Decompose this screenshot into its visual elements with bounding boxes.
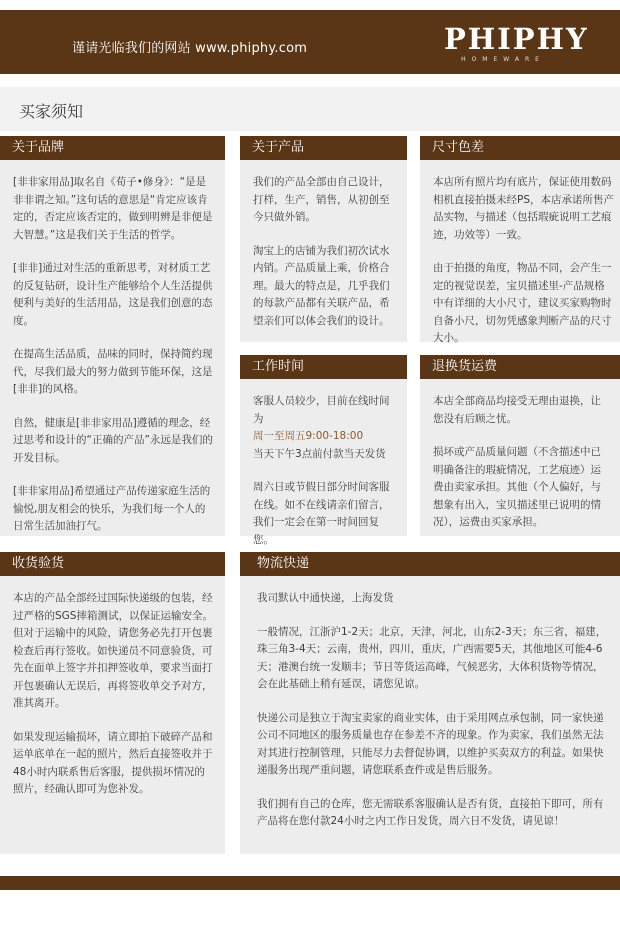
paragraph: 如果发现运输损坏，请立即拍下破碎产品和运单底单在一起的照片，然后直接签收并于48小时内联系售后客服，提供损坏情况的照片，经确认即可为您补发。 [13,730,213,795]
logo-wordmark: PHIPHY [444,22,589,56]
section-title: 物流快递 [240,552,620,576]
paragraph: 我们的产品全部由自己设计，打样，生产，销售，从初创至今只做外销。 [253,176,390,223]
logo-subtitle: HOMEWARE [461,56,545,63]
product-section [240,136,407,342]
hours-line: 当天下午3点前付款当天发货 [253,447,386,460]
hours-range: 周一至周五9:00-18:00 [253,430,364,442]
brand-section [0,136,225,536]
returns-section [420,355,620,536]
paragraph: 快递公司是独立于淘宝卖家的商业实体，由于采用网点承包制，同一家快递公司不同地区的服务质量也存在参差不齐的现象。作为卖家，我们虽然无法对其进行控制管理，只能尽力去督促协调，以维护买卖双方的利益。如果快递服务出现严重问题，请您联系查件或是售后服务。 [257,711,604,776]
paragraph: 由于拍摄的角度，物品不同，会产生一定的视觉误差，宝贝描述里-产品规格中有详细的大小尺寸，建议买家购物时自备小尺，切勿凭感象判断产品的尺寸大小。 [433,262,612,344]
section-title: 关于产品 [240,136,407,160]
paragraph: 我们拥有自己的仓库，您无需联系客服确认是否有货，直接拍下即可，所有产品将在您付款24小时之内工作日发货，周六日不发货，请见谅！ [257,797,604,827]
paragraph: 在提高生活品质，品味的同时，保持简约现代，尽我们最大的努力做到节能环保，这是[非非]的风格。 [13,348,213,395]
footer-bar [0,876,620,890]
paragraph: 本店全部商品均接受无理由退换，让您没有后顾之忧。 [433,395,601,425]
paragraph: 本店的产品全部经过国际快递级的包装，经过严格的SGS摔箱测试，以保证运输安全。但对于运输中的风险，请您务必先打开包裹检查后再行签收。如快递员不同意验货，可先在面单上签字并扣押签收单，要求当面打开包裹确认无误后，再将签收单交予对方，准其离开。 [13,592,213,709]
paragraph: 我司默认中通快递，上海发货 [257,592,394,604]
receiving-section [0,552,225,854]
shipping-section [240,552,620,854]
hours-section [240,355,407,546]
section-title: 尺寸色差 [420,136,620,160]
paragraph: [非非家用品]取名自《荀子•修身》：“是是非非谓之知。”这句话的意思是“肯定应该肯定的，否定应该否定的，做到明辨是非便是大智慧。”这是我们关于生活的哲学。 [13,176,213,241]
section-title: 工作时间 [240,355,407,379]
page-title: 买家须知 [19,102,84,121]
paragraph: 周六日或节假日部分时间客服在线。如不在线请亲们留言，我们一定会在第一时间回复您。 [253,481,390,546]
header-bar [0,10,620,74]
section-title: 退换货运费 [420,355,620,379]
paragraph: 淘宝上的店铺为我们初次试水内销。产品质量上乘，价格合理。最大的特点是，几乎我们的每款产品都有关联产品，希望亲们可以体会我们的设计。 [253,244,390,327]
section-title: 收货验货 [0,552,225,576]
site-slogan: 谨请光临我们的网站 www.phiphy.com [72,41,308,56]
brand-logo[interactable] [444,22,589,64]
size-color-section [420,136,620,342]
paragraph: 一般情况，江浙沪1-2天；北京，天津，河北，山东2-3天；东三省，福建，珠三角3-4天；云南，贵州，四川，重庆，广西需要5天，其他地区可能4-6天；港澳台统一发顺丰；节日等货运高峰，气候恶劣，大体积货物等情况，会在此基础上稍有延误，请您见谅。 [257,625,607,690]
paragraph: [非非]通过对生活的重新思考，对材质工艺的反复钻研，设计生产能够给个人生活提供便利与美好的生活用品，这是我们创意的态度。 [13,262,213,327]
hours-line: 客服人员较少，目前在线时间为 [253,395,390,425]
paragraph: 自然，健康是[非非家用品]遵循的理念，经过思考和设计的“正确的产品”永远是我们的开发目标。 [13,416,213,464]
paragraph: 损坏或产品质量问题（不含描述中已明确备注的瑕疵情况，工艺痕迹）运费由卖家承担。其他（个人偏好，与想象有出入，宝贝描述里已说明的情况），运费由买家承担。 [433,446,601,528]
page-title-bar [0,87,620,131]
section-title: 关于品牌 [0,136,225,160]
paragraph: 本店所有照片均有底片，保证使用数码相机直接拍摄未经PS，本店承诺所售产品实物，与描述（包括瑕疵说明工艺痕迹，功效等）一致。 [433,176,614,241]
paragraph: [非非家用品]希望通过产品传递家庭生活的愉悦,朋友相会的快乐，为我们每一个人的日常生活加油打气。 [13,485,211,532]
